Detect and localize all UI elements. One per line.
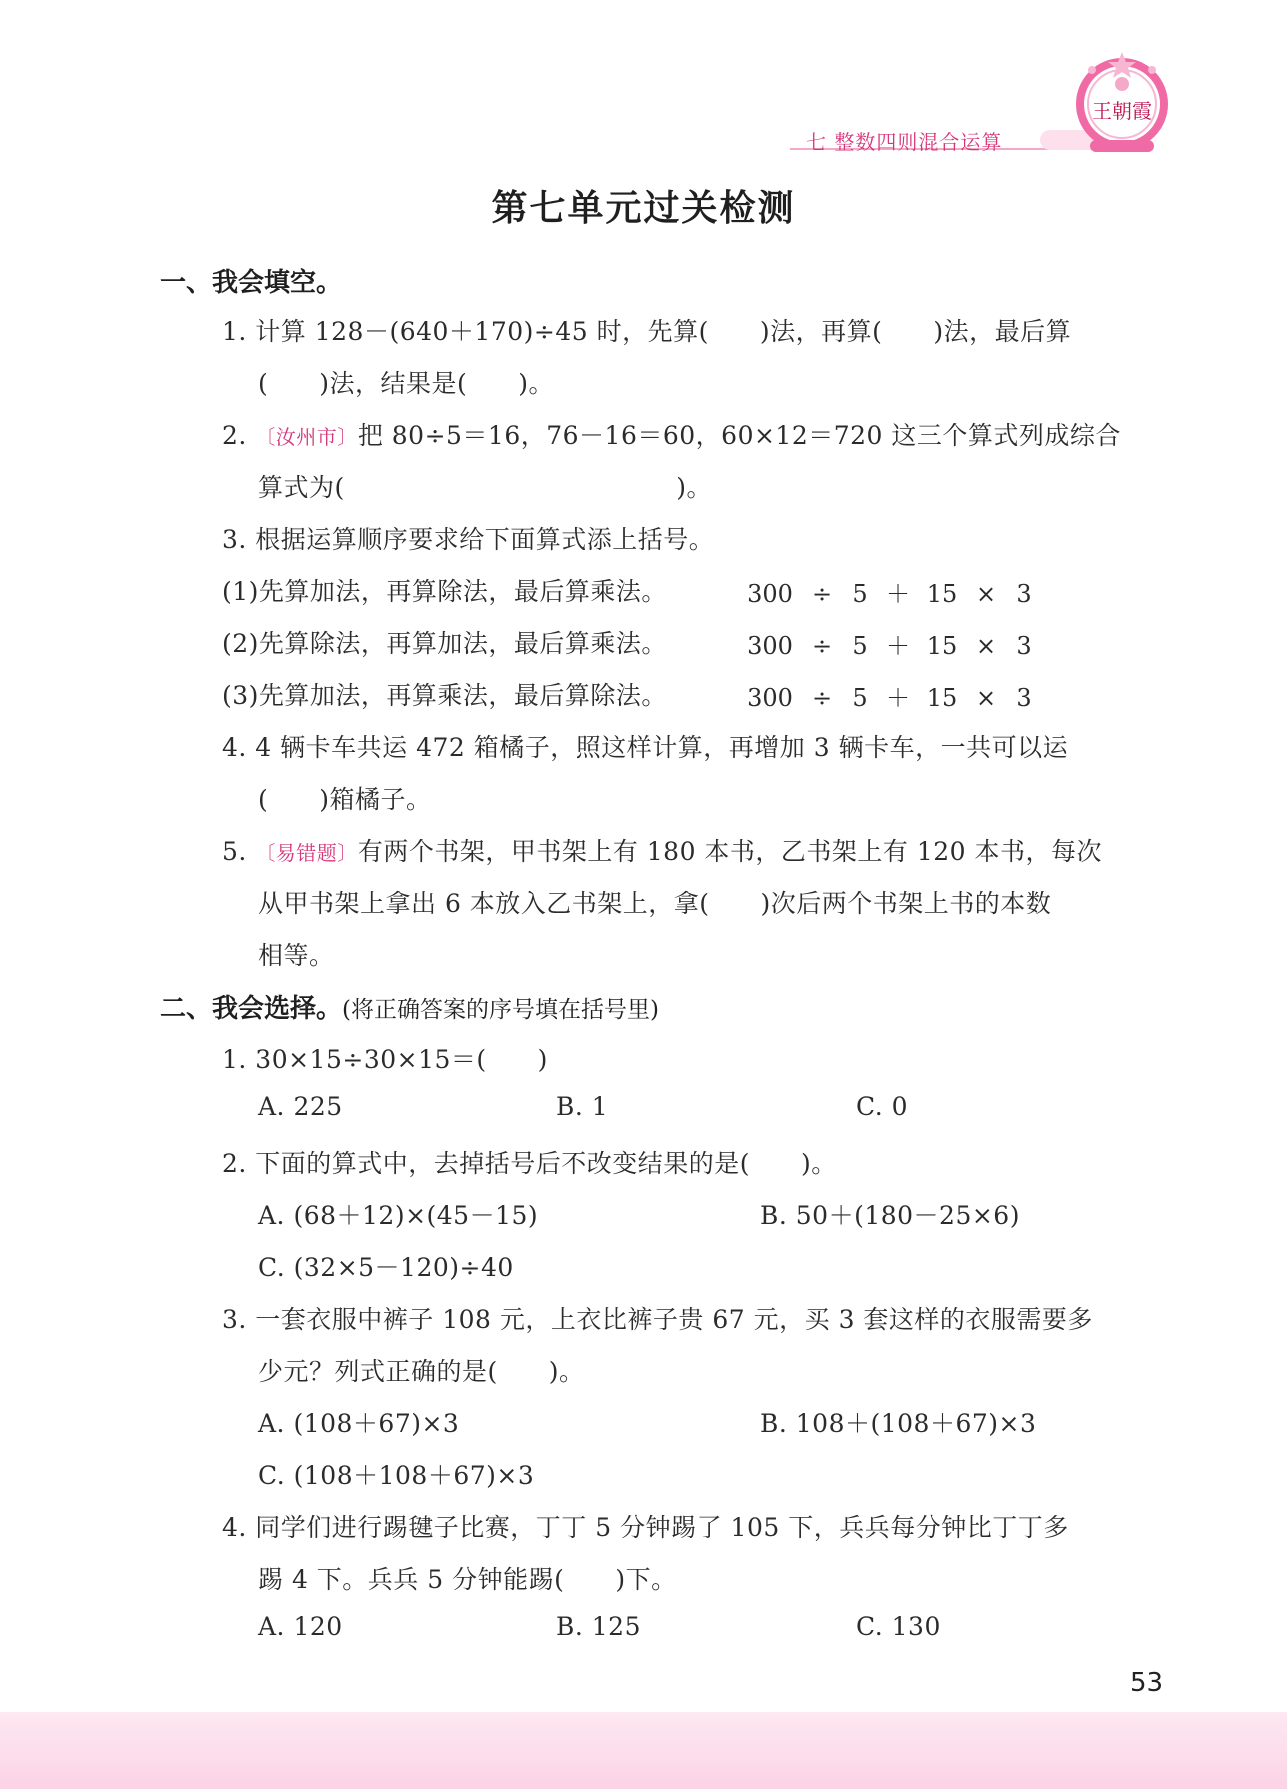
- option-b: B. 125: [556, 1612, 641, 1641]
- s1-q2-text: 把 80÷5＝16，76－16＝60，60×12＝720 这三个算式列成综合: [357, 421, 1121, 450]
- s1-q5-text: 有两个书架，甲书架上有 180 本书，乙书架上有 120 本书，每次: [357, 837, 1103, 866]
- s2-q4-line2: 踢 4 下。兵兵 5 分钟能踢( )下。: [258, 1565, 677, 1594]
- s1-q1-line2: ( )法，结果是( )。: [258, 369, 555, 398]
- s1-q3-item-label: (3)先算加法，再算乘法，最后算除法。: [222, 681, 667, 710]
- s2-q1-stem: 1. 30×15÷30×15＝( ): [222, 1045, 548, 1074]
- s1-q2-line2: 算式为( )。: [258, 473, 713, 502]
- option-a: A. 120: [258, 1612, 343, 1641]
- s2-q3-line2: 少元？列式正确的是( )。: [258, 1357, 585, 1386]
- option-a: A. (108＋67)×3: [258, 1409, 460, 1438]
- option-c: C. (32×5－120)÷40: [258, 1253, 514, 1282]
- s2-q4-line1: 4. 同学们进行踢毽子比赛，丁丁 5 分钟踢了 105 下，兵兵每分钟比丁丁多: [222, 1513, 1069, 1542]
- s2-q3-line1: 3. 一套衣服中裤子 108 元，上衣比裤子贵 67 元，买 3 套这样的衣服需要多: [222, 1305, 1093, 1334]
- option-a: A. (68＋12)×(45－15): [258, 1201, 539, 1230]
- svg-text:王朝霞: 王朝霞: [1092, 99, 1152, 123]
- s1-q2-number: 2.: [222, 421, 256, 450]
- region-tag: 〔汝州市〕: [255, 425, 358, 449]
- s1-q3-expression: 300 ÷ 5 ＋ 15 × 3: [747, 684, 1032, 712]
- s1-q1-line1: 1. 计算 128－(640＋170)÷45 时，先算( )法，再算( )法，最后算: [222, 317, 1072, 346]
- s1-q5-line2: 从甲书架上拿出 6 本放入乙书架上，拿( )次后两个书架上书的本数: [258, 889, 1052, 918]
- option-c: C. 0: [856, 1092, 909, 1121]
- brand-logo-icon: [1070, 48, 1174, 158]
- s1-q3-expression: 300 ÷ 5 ＋ 15 × 3: [747, 580, 1032, 608]
- s1-q4-line2: ( )箱橘子。: [258, 785, 432, 814]
- section2-note: (将正确答案的序号填在括号里): [342, 997, 659, 1023]
- s1-q5-number: 5.: [222, 837, 256, 866]
- bottom-decorative-band: [0, 1712, 1287, 1789]
- option-c: C. (108＋108＋67)×3: [258, 1461, 535, 1490]
- option-a: A. 225: [258, 1092, 343, 1121]
- section1-heading: 一、我会填空。: [160, 268, 343, 298]
- option-c: C. 130: [856, 1612, 941, 1641]
- page-title: 第七单元过关检测: [491, 188, 796, 229]
- s1-q3-item-label: (2)先算除法，再算加法，最后算乘法。: [222, 629, 667, 658]
- s2-q2-stem: 2. 下面的算式中，去掉括号后不改变结果的是( )。: [222, 1149, 837, 1178]
- section2-heading: 二、我会选择。(将正确答案的序号填在括号里): [160, 994, 659, 1024]
- s1-q5-line1: [222, 832, 1102, 868]
- option-b: B. 1: [556, 1092, 609, 1121]
- difficulty-tag: 〔易错题〕: [255, 841, 358, 865]
- s1-q3-item-label: (1)先算加法，再算除法，最后算乘法。: [222, 577, 667, 606]
- chapter-label: 七 整数四则混合运算: [806, 130, 1003, 154]
- option-b: B. 50＋(180－25×6): [760, 1201, 1020, 1230]
- option-b: B. 108＋(108＋67)×3: [760, 1409, 1037, 1438]
- s1-q3-expression: 300 ÷ 5 ＋ 15 × 3: [747, 632, 1032, 660]
- s1-q3-intro: 3. 根据运算顺序要求给下面算式添上括号。: [222, 525, 715, 554]
- s1-q5-line3: 相等。: [258, 941, 335, 970]
- s1-q4-line1: 4. 4 辆卡车共运 472 箱橘子，照这样计算，再增加 3 辆卡车，一共可以运: [222, 733, 1069, 762]
- s1-q2-line1: [222, 416, 1121, 452]
- page-number: 53: [1130, 1668, 1164, 1698]
